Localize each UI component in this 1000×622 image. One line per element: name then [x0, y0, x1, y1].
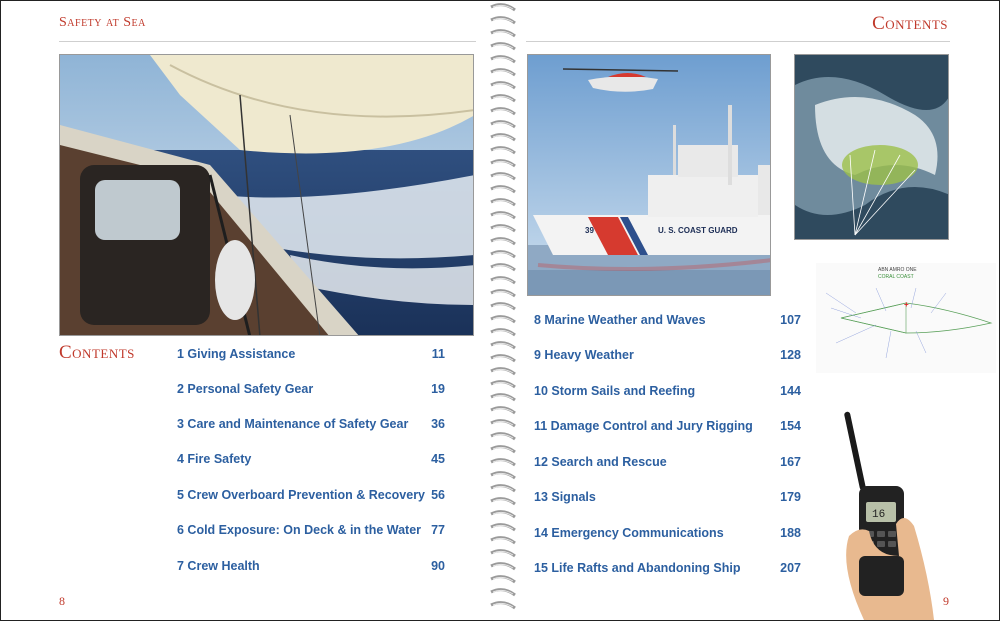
left-page — [1, 1, 496, 620]
rigging-diagram — [816, 263, 996, 373]
toc-entry-title: 8 Marine Weather and Waves — [534, 313, 706, 327]
ship-hull-number: 39 — [585, 226, 594, 235]
coast-guard-photo — [527, 54, 771, 296]
toc-entry-page: 90 — [431, 559, 445, 573]
diagram-subtitle: CORAL COAST — [878, 274, 914, 280]
toc-entry[interactable] — [534, 561, 804, 581]
toc-entry[interactable] — [177, 452, 447, 472]
toc-entry-page: 167 — [780, 455, 801, 469]
toc-entry[interactable] — [534, 348, 804, 368]
toc-entry-page: 207 — [780, 561, 801, 575]
toc-entry[interactable] — [534, 419, 804, 439]
toc-entry[interactable] — [534, 384, 804, 404]
folio-left: 8 — [59, 594, 65, 608]
sailboat-photo — [59, 54, 474, 336]
toc-entry-title: 12 Search and Rescue — [534, 455, 667, 469]
diagram-title: ABN AMRO ONE — [878, 267, 917, 273]
running-head-right: Contents — [872, 13, 948, 34]
toc-entry-title: 9 Heavy Weather — [534, 348, 634, 362]
toc-entry[interactable] — [534, 455, 804, 475]
radio-display: 16 — [872, 509, 886, 521]
toc-entry-page: 179 — [780, 490, 801, 504]
svg-text:+: + — [904, 300, 909, 309]
toc-entry-title: 13 Signals — [534, 490, 596, 504]
toc-entry-page: 154 — [780, 419, 801, 433]
header-rule-left — [59, 41, 476, 42]
contents-heading: Contents — [59, 342, 135, 363]
toc-entry[interactable] — [177, 347, 447, 367]
toc-entry-title: 11 Damage Control and Jury Rigging — [534, 419, 753, 433]
toc-entry-page: 77 — [431, 523, 445, 537]
toc-entry-title: 7 Crew Health — [177, 559, 260, 573]
running-head-left: Safety at Sea — [59, 15, 146, 30]
toc-entry[interactable] — [177, 488, 447, 508]
toc-entry-title: 1 Giving Assistance — [177, 347, 296, 361]
toc-entry-page: 19 — [431, 382, 445, 396]
toc-entry-title: 2 Personal Safety Gear — [177, 382, 314, 396]
toc-entry-page: 56 — [431, 488, 445, 502]
toc-entry[interactable] — [534, 490, 804, 510]
toc-entry-title: 5 Crew Overboard Prevention & Recovery — [177, 488, 426, 502]
toc-entry[interactable] — [177, 559, 447, 579]
toc-entry-title: 14 Emergency Communications — [534, 526, 724, 540]
header-rule-right — [526, 41, 950, 42]
toc-entry-page: 144 — [780, 384, 801, 398]
vhf-radio-photo — [844, 406, 944, 620]
drogue-photo — [794, 54, 949, 240]
toc-entry-title: 4 Fire Safety — [177, 452, 252, 466]
toc-entry-page: 45 — [431, 452, 445, 466]
toc-entry[interactable] — [177, 523, 447, 543]
toc-entry[interactable] — [177, 382, 447, 402]
toc-entry[interactable] — [534, 313, 804, 333]
toc-entry-page: 188 — [780, 526, 801, 540]
toc-entry-page: 107 — [780, 313, 801, 327]
toc-entry-title: 3 Care and Maintenance of Safety Gear — [177, 417, 409, 431]
toc-entry[interactable] — [177, 417, 447, 437]
toc-entry-page: 36 — [431, 417, 445, 431]
right-page — [506, 1, 1000, 620]
toc-entry-page: 11 — [431, 347, 445, 361]
toc-entry-title: 6 Cold Exposure: On Deck & in the Water — [177, 523, 422, 537]
toc-entry-title: 15 Life Rafts and Abandoning Ship — [534, 561, 741, 575]
toc-entry[interactable] — [534, 526, 804, 546]
folio-right: 9 — [943, 594, 949, 608]
ship-lettering: U. S. COAST GUARD — [658, 226, 738, 235]
toc-entry-title: 10 Storm Sails and Reefing — [534, 384, 696, 398]
toc-entry-page: 128 — [780, 348, 801, 362]
